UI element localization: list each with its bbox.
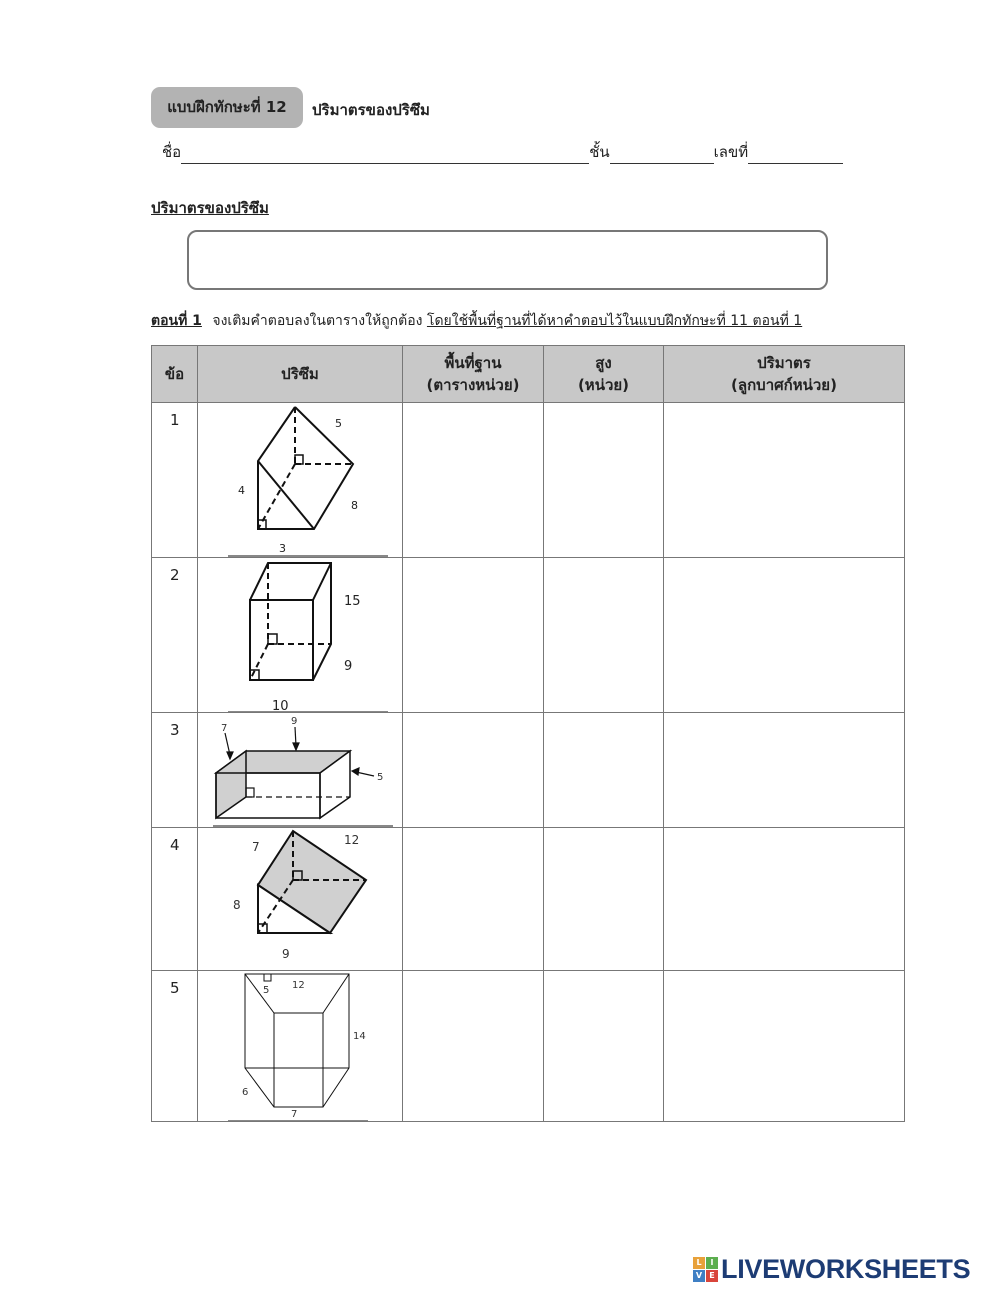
label-length: 10 <box>272 699 289 712</box>
base-area-answer-4[interactable] <box>403 828 544 971</box>
prism-figure-5 <box>198 971 403 1122</box>
label-length: 9 <box>291 716 298 727</box>
label-width: 9 <box>344 659 353 674</box>
table-row <box>152 403 905 558</box>
label-height: 5 <box>377 772 384 783</box>
label-length: 12 <box>344 833 360 847</box>
prism-volume-table <box>151 345 905 1122</box>
volume-answer-5[interactable] <box>664 971 905 1122</box>
instruction-text-a: จงเติมคำตอบลงในตารางให้ถูกต้อง <box>212 313 423 329</box>
class-label: ชั้น <box>589 143 610 161</box>
table-row <box>152 828 905 971</box>
label-length: 8 <box>351 499 358 512</box>
logo-mark-l: L <box>693 1257 705 1269</box>
header-prism: ปริซึม <box>198 346 403 403</box>
header-height <box>544 346 664 403</box>
volume-answer-3[interactable] <box>664 713 905 828</box>
label-base: 9 <box>282 947 290 961</box>
label-height: 15 <box>344 594 361 609</box>
logo-mark-i: I <box>706 1257 718 1269</box>
formula-answer-box[interactable] <box>187 230 828 290</box>
header-height-line1: สูง <box>595 354 612 372</box>
exercise-badge: แบบฝึกทักษะที่ 12 <box>151 87 303 128</box>
base-area-answer-3[interactable] <box>403 713 544 828</box>
height-answer-4[interactable] <box>544 828 664 971</box>
name-field[interactable] <box>181 145 589 164</box>
section-heading: ปริมาตรของปริซึม <box>151 199 269 217</box>
label-width: 7 <box>221 723 228 734</box>
header-volume-line1: ปริมาตร <box>757 354 811 372</box>
rectangular-prism-3-diagram <box>198 713 403 827</box>
volume-answer-2[interactable] <box>664 558 905 713</box>
header-base-line1: พื้นที่ฐาน <box>444 354 502 372</box>
table-header-row <box>152 346 905 403</box>
header-volume-line2: (ลูกบาศก์หน่วย) <box>731 376 837 394</box>
exercise-title: ปริมาตรของปริซึม <box>312 101 430 119</box>
label-length: 14 <box>353 1031 366 1042</box>
label-slant: 7 <box>252 840 260 854</box>
name-label: ชื่อ <box>162 143 182 161</box>
number-field[interactable] <box>748 145 843 164</box>
table-row <box>152 713 905 828</box>
base-area-answer-5[interactable] <box>403 971 544 1122</box>
triangular-prism-4-diagram <box>198 828 403 970</box>
volume-answer-1[interactable] <box>664 403 905 558</box>
height-answer-1[interactable] <box>544 403 664 558</box>
label-top: 12 <box>292 980 305 991</box>
table-row <box>152 971 905 1122</box>
row-number: 1 <box>152 403 198 558</box>
rectangular-prism-2-diagram <box>198 558 403 712</box>
row-number: 2 <box>152 558 198 713</box>
student-info-line <box>162 140 843 164</box>
row-number: 3 <box>152 713 198 828</box>
prism-figure-1 <box>198 403 403 558</box>
class-field[interactable] <box>610 145 714 164</box>
label-base: 3 <box>279 542 286 555</box>
label-slant: 5 <box>335 417 342 430</box>
logo-text: LIVEWORKSHEETS <box>721 1253 971 1284</box>
row-number: 5 <box>152 971 198 1122</box>
liveworksheets-logo <box>693 1254 970 1284</box>
prism-figure-4 <box>198 828 403 971</box>
header-no: ข้อ <box>152 346 198 403</box>
logo-mark-icon <box>693 1257 718 1282</box>
label-trap-height: 5 <box>263 985 270 996</box>
label-height: 8 <box>233 898 241 912</box>
prism-figure-3 <box>198 713 403 828</box>
header-base-area <box>403 346 544 403</box>
header-base-line2: (ตารางหน่วย) <box>426 376 520 394</box>
height-answer-3[interactable] <box>544 713 664 828</box>
logo-mark-e: E <box>706 1270 718 1282</box>
row-number: 4 <box>152 828 198 971</box>
height-answer-2[interactable] <box>544 558 664 713</box>
part-label: ตอนที่ 1 <box>151 313 202 329</box>
instruction <box>151 310 802 332</box>
label-bottom: 7 <box>291 1109 298 1120</box>
header-volume <box>664 346 905 403</box>
volume-answer-4[interactable] <box>664 828 905 971</box>
label-side: 6 <box>242 1087 249 1098</box>
triangular-prism-1-diagram <box>198 403 403 557</box>
trapezoidal-prism-5-diagram <box>198 971 403 1121</box>
label-height: 4 <box>238 484 245 497</box>
header-height-line2: (หน่วย) <box>577 376 630 394</box>
logo-mark-v: V <box>693 1270 705 1282</box>
number-label: เลขที่ <box>713 143 749 161</box>
instruction-text-b: โดยใช้พื้นที่ฐานที่ได้หาคำตอบไว้ในแบบฝึกทักษะที่ 11 ตอนที่ 1 <box>426 313 803 329</box>
prism-figure-2 <box>198 558 403 713</box>
height-answer-5[interactable] <box>544 971 664 1122</box>
base-area-answer-2[interactable] <box>403 558 544 713</box>
table-row <box>152 558 905 713</box>
base-area-answer-1[interactable] <box>403 403 544 558</box>
